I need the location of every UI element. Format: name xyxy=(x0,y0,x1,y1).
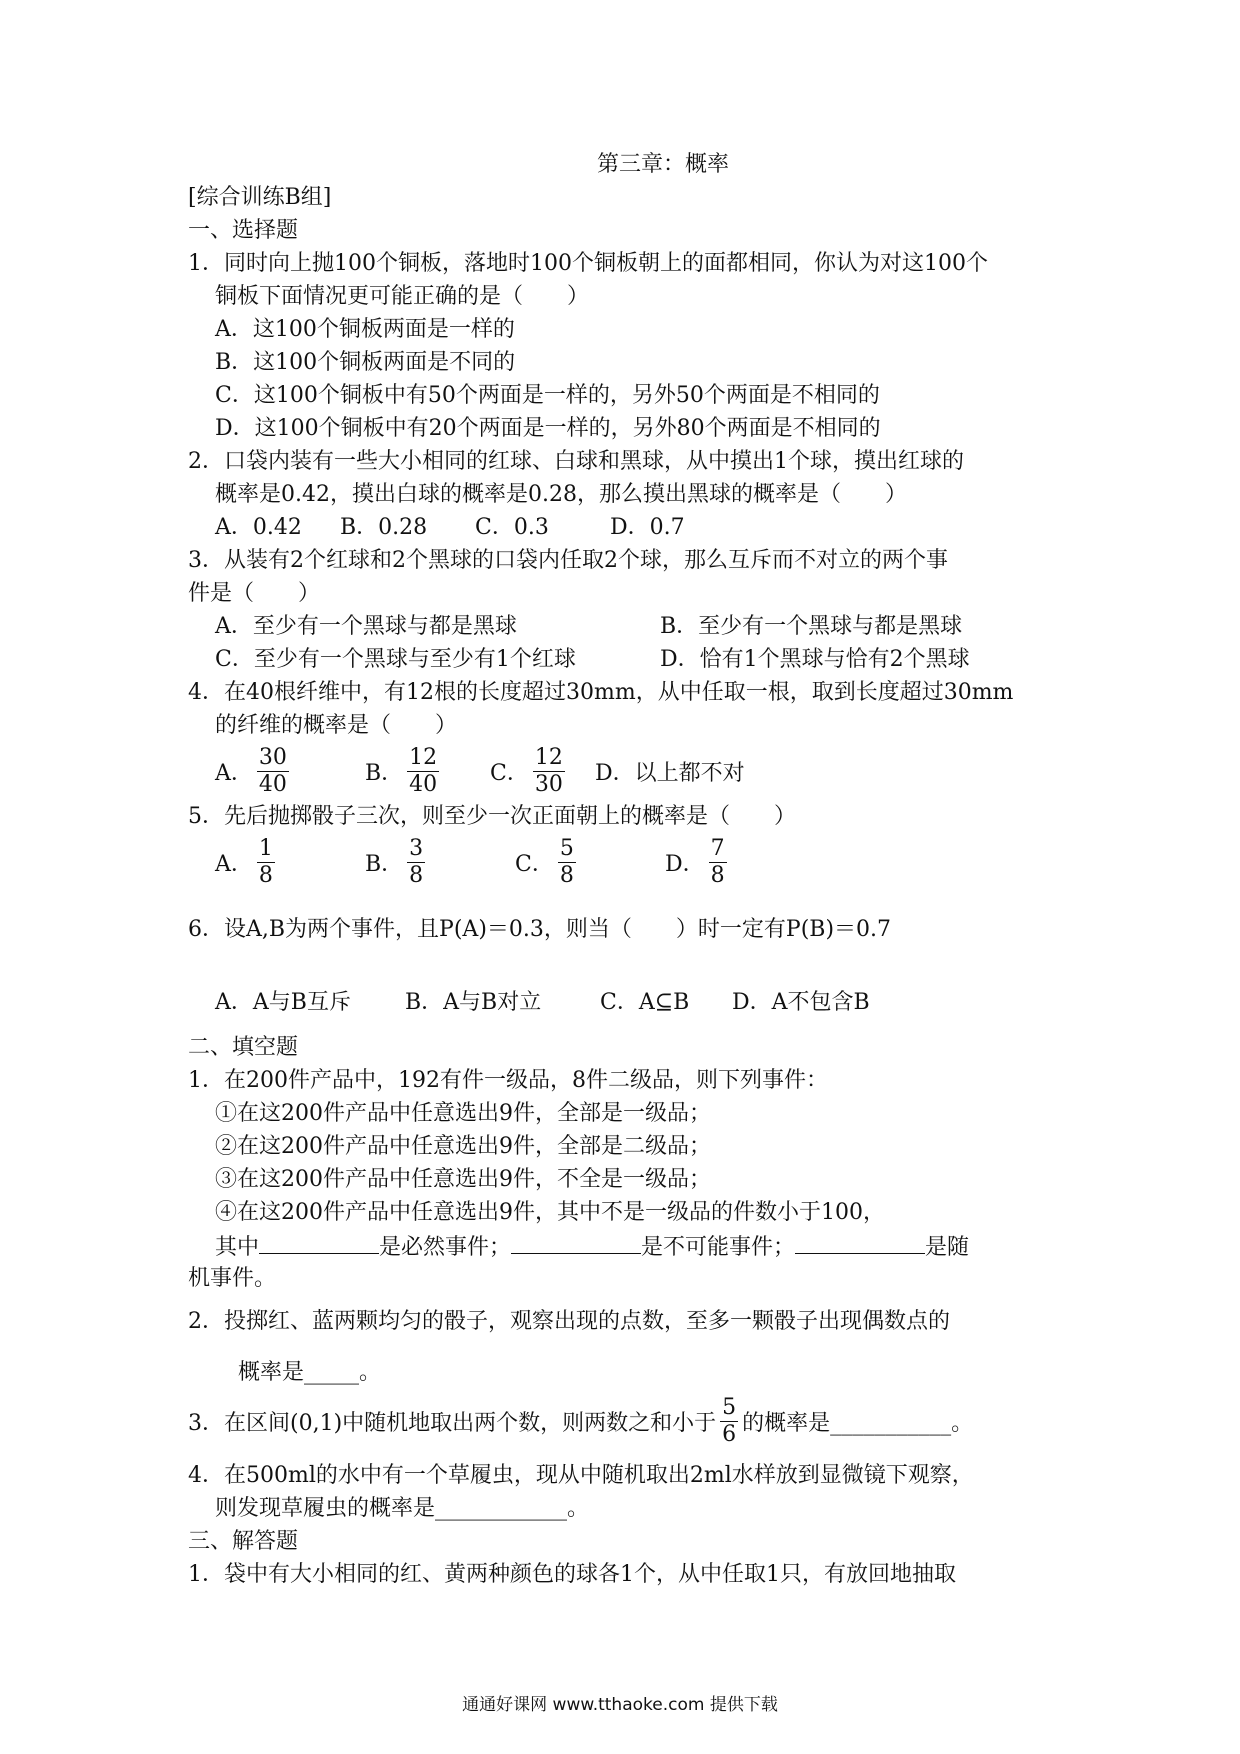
options-row xyxy=(188,610,1058,643)
option-b: B．这100个铜板两面是不同的 xyxy=(215,350,516,375)
question-1-line2: 铜板下面情况更可能正确的是（ ） xyxy=(215,284,590,309)
fill-1-line-last: 机事件。 xyxy=(188,1266,277,1291)
question-5-line1: 5．先后抛掷骰子三次，则至少一次正面朝上的概率是（ ） xyxy=(188,804,796,829)
numerator: 3 xyxy=(409,835,424,861)
options-row xyxy=(188,643,1058,676)
question-2-line1: 2．口袋内装有一些大小相同的红球、白球和黑球，从中摸出1个球，摸出红球的 xyxy=(188,449,964,474)
numerator: 5 xyxy=(559,835,574,861)
options-row xyxy=(188,742,1058,800)
text-segment: 的概率是___________。 xyxy=(742,1410,974,1436)
denominator: 40 xyxy=(258,771,287,797)
option-label: C． xyxy=(515,851,554,877)
option-b: B．至少有一个黑球与都是黑球 xyxy=(660,614,963,639)
option-d: D．A不包含B xyxy=(732,990,870,1015)
section-heading: 一、选择题 xyxy=(188,218,299,243)
document-body xyxy=(188,148,1058,1591)
denominator: 8 xyxy=(409,862,424,888)
question-1-line1: 1．同时向上抛100个铜板，落地时100个铜板朝上的面都相同，你认为对这100个 xyxy=(188,251,988,276)
denominator: 8 xyxy=(258,862,273,888)
numerator: 1 xyxy=(258,835,273,861)
numerator: 7 xyxy=(710,835,725,861)
event-4: ④在这200件产品中任意选出9件，其中不是一级品的件数小于100， xyxy=(215,1200,885,1225)
option-c xyxy=(515,836,665,889)
option-c: C．A⊆B xyxy=(600,990,690,1015)
fill-4-line1: 4．在500ml的水中有一个草履虫，现从中随机取出2ml水样放到显微镜下观察， xyxy=(188,1463,974,1488)
options-row xyxy=(188,833,1058,891)
event-3: ③在这200件产品中任意选出9件，不全是一级品； xyxy=(215,1167,711,1192)
answer-blank[interactable] xyxy=(795,1229,925,1254)
group-label: [综合训练B组] xyxy=(188,185,332,210)
numerator: 12 xyxy=(534,744,563,770)
question-4-line1: 4．在40根纤维中，有12根的长度超过30mm，从中任取一根，取到长度超过30mm xyxy=(188,680,1014,705)
text-segment: 是不可能事件； xyxy=(641,1235,796,1260)
section-heading: 三、解答题 xyxy=(188,1529,299,1554)
numerator: 5 xyxy=(722,1394,737,1420)
option-label: A． xyxy=(215,760,253,786)
option-b: B．A与B对立 xyxy=(405,990,542,1015)
option-d xyxy=(665,836,731,889)
option-d: D．以上都不对 xyxy=(595,760,745,786)
option-b xyxy=(365,745,490,798)
option-b: B．0.28 xyxy=(340,515,428,540)
option-label: B． xyxy=(365,760,404,786)
fill-3-line xyxy=(188,1389,1058,1453)
denominator: 40 xyxy=(409,771,438,797)
fraction xyxy=(720,1395,738,1448)
question-3-line2: 件是（ ） xyxy=(188,581,321,606)
fraction xyxy=(407,745,439,798)
option-c: C．0.3 xyxy=(475,515,549,540)
fill-1-line1: 1．在200件产品中，192有件一级品，8件二级品，则下列事件： xyxy=(188,1068,828,1093)
text-segment: 是必然事件； xyxy=(379,1235,512,1260)
fill-1-answer-line xyxy=(188,1229,1058,1262)
event-2: ②在这200件产品中任意选出9件，全部是二级品； xyxy=(215,1134,711,1159)
option-c xyxy=(490,745,595,798)
fraction xyxy=(709,836,727,889)
question-4-line2: 的纤维的概率是（ ） xyxy=(215,713,458,738)
answer-blank[interactable] xyxy=(259,1229,379,1254)
option-d: D．0.7 xyxy=(610,515,685,540)
denominator: 8 xyxy=(559,862,574,888)
fill-2-line2: 概率是_____。 xyxy=(238,1360,382,1385)
text-segment: 其中 xyxy=(215,1235,260,1260)
page-title: 第三章：概率 xyxy=(596,152,729,177)
text-segment: 是随 xyxy=(925,1235,970,1260)
denominator: 30 xyxy=(534,771,563,797)
option-c: C．至少有一个黑球与至少有1个红球 xyxy=(215,647,576,672)
fraction xyxy=(257,745,289,798)
option-a xyxy=(215,836,365,889)
fraction xyxy=(558,836,576,889)
solve-1-line1: 1．袋中有大小相同的红、黄两种颜色的球各1个，从中任取1只，有放回地抽取 xyxy=(188,1562,956,1587)
option-c: C．这100个铜板中有50个两面是一样的，另外50个两面是不相同的 xyxy=(215,383,880,408)
fraction xyxy=(533,745,565,798)
fraction xyxy=(257,836,275,889)
fill-4-line2: 则发现草履虫的概率是____________。 xyxy=(215,1496,590,1521)
option-a: A．0.42 xyxy=(215,515,302,540)
option-d: D．这100个铜板中有20个两面是一样的，另外80个两面是不相同的 xyxy=(215,416,881,441)
option-a xyxy=(215,745,365,798)
options-row xyxy=(188,511,1058,544)
fill-2-line1: 2．投掷红、蓝两颗均匀的骰子，观察出现的点数，至多一颗骰子出现偶数点的 xyxy=(188,1309,950,1334)
option-label: C． xyxy=(490,760,529,786)
option-a: A．至少有一个黑球与都是黑球 xyxy=(215,614,517,639)
section-heading: 二、填空题 xyxy=(188,1035,299,1060)
denominator: 6 xyxy=(722,1421,737,1447)
numerator: 12 xyxy=(409,744,438,770)
option-b xyxy=(365,836,515,889)
page-footer: 通通好课网 www.tthaoke.com 提供下载 xyxy=(462,1695,778,1715)
option-d: D．恰有1个黑球与恰有2个黑球 xyxy=(660,647,970,672)
answer-blank[interactable] xyxy=(511,1229,641,1254)
denominator: 8 xyxy=(710,862,725,888)
option-label: B． xyxy=(365,851,404,877)
event-1: ①在这200件产品中任意选出9件，全部是一级品； xyxy=(215,1101,711,1126)
question-6-line1: 6．设A,B为两个事件，且P(A)＝0.3，则当（ ）时一定有P(B)＝0.7 xyxy=(188,917,892,942)
option-a: A．A与B互斥 xyxy=(215,990,351,1015)
options-row xyxy=(188,986,1058,1019)
fraction xyxy=(407,836,425,889)
numerator: 30 xyxy=(258,744,287,770)
question-3-line1: 3．从装有2个红球和2个黑球的口袋内任取2个球，那么互斥而不对立的两个事 xyxy=(188,548,948,573)
text-segment: 3．在区间(0,1)中随机地取出两个数，则两数之和小于 xyxy=(188,1410,717,1436)
option-label: D． xyxy=(665,851,705,877)
option-label: A． xyxy=(215,851,253,877)
question-2-line2: 概率是0.42，摸出白球的概率是0.28，那么摸出黑球的概率是（ ） xyxy=(215,482,907,507)
option-a: A．这100个铜板两面是一样的 xyxy=(215,317,515,342)
